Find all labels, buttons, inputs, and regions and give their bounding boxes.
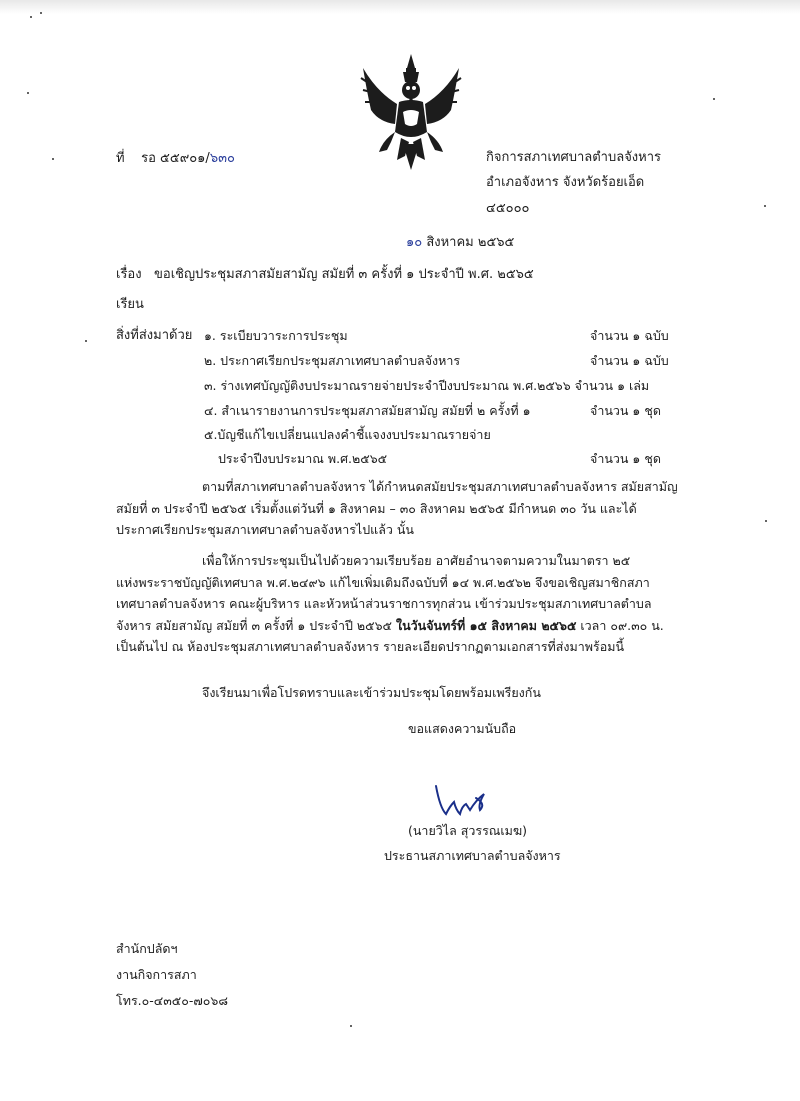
body-paragraph-2 xyxy=(116,550,664,658)
date-day-handwritten: ๑๐ xyxy=(406,235,423,250)
reference-number xyxy=(116,150,235,168)
enclosure-qty: จำนวน ๑ ฉบับ xyxy=(590,328,669,343)
body-paragraph-1 xyxy=(116,476,678,541)
enclosures-label: สิ่งที่ส่งมาด้วย xyxy=(116,328,193,343)
enclosure-qty: จำนวน ๑ ชุด xyxy=(590,403,661,418)
enclosure-item: ประจำปีงบประมาณ พ.ศ.๒๕๖๕ xyxy=(218,451,388,466)
enclosure-qty: จำนวน ๑ ชุด xyxy=(590,451,661,466)
scan-speck xyxy=(52,158,54,160)
org-district: อำเภอจังหาร จังหวัดร้อยเอ็ด xyxy=(486,175,645,190)
garuda-emblem-icon xyxy=(357,52,465,172)
salutation-label: เรียน xyxy=(116,297,144,312)
subject-label: เรื่อง xyxy=(116,267,142,282)
scan-speck xyxy=(27,92,29,94)
signatory-name: (นายวิไล สุวรรณเมฆ) xyxy=(408,823,528,838)
subject-line xyxy=(116,266,534,284)
body-paragraph-3: จึงเรียนมาเพื่อโปรดทราบและเข้าร่วมประชุมโดยพร้อมเพรียงกัน xyxy=(202,685,541,700)
enclosure-item: ๕.บัญชีแก้ไขเปลี่ยนแปลงคำชี้แจงงบประมาณรายจ่าย xyxy=(204,427,491,442)
scan-speck xyxy=(765,520,767,522)
scan-top-shadow xyxy=(0,0,800,14)
scan-speck xyxy=(40,12,42,14)
closing-regards: ขอแสดงความนับถือ xyxy=(408,721,517,736)
footer-phone: โทร.๐-๔๓๕๐-๗๐๖๘ xyxy=(116,993,228,1008)
enclosure-qty: จำนวน ๑ ฉบับ xyxy=(590,353,669,368)
signatory-position: ประธานสภาเทศบาลตำบลจังหาร xyxy=(384,848,561,863)
date-month-year: สิงหาคม ๒๕๖๕ xyxy=(422,235,515,250)
scan-speck xyxy=(713,98,715,100)
reference-label: ที่ xyxy=(116,151,125,166)
paragraph-line: เป็นต้นไป ณ ห้องประชุมสภาเทศบาลตำบลจังหาร รายละเอียดปรากฏตามเอกสารที่ส่งมาพร้อมนี้ xyxy=(116,639,625,654)
footer-section: งานกิจการสภา xyxy=(116,967,197,982)
org-name: กิจการสภาเทศบาลตำบลจังหาร xyxy=(486,150,662,165)
subject-text: ขอเชิญประชุมสภาสมัยสามัญ สมัยที่ ๓ ครั้งที่ ๑ ประจำปี พ.ศ. ๒๕๖๕ xyxy=(154,267,534,282)
footer-office: สำนักปลัดฯ xyxy=(116,941,178,956)
enclosure-item: ๓. ร่างเทศบัญญัติงบประมาณรายจ่ายประจำปีงบประมาณ พ.ศ.๒๕๖๖ จำนวน ๑ เล่ม xyxy=(204,378,650,393)
paragraph-line: ตามที่สภาเทศบาลตำบลจังหาร ได้กำหนดสมัยประชุมสภาเทศบาลตำบลจังหาร สมัยสามัญ xyxy=(202,479,678,494)
signature-icon xyxy=(432,780,492,822)
reference-code: รอ ๕๕๙๐๑/ xyxy=(141,151,210,166)
scan-speck xyxy=(30,16,32,18)
enclosure-item: ๒. ประกาศเรียกประชุมสภาเทศบาลตำบลจังหาร xyxy=(204,353,461,368)
paragraph-line xyxy=(116,615,664,637)
paragraph-line: เทศบาลตำบลจังหาร คณะผู้บริหาร และหัวหน้าส่วนราชการทุกส่วน เข้าร่วมประชุมสภาเทศบาลตำบล xyxy=(116,596,652,611)
scan-speck xyxy=(764,205,766,207)
letter-date xyxy=(406,234,514,252)
meeting-date-bold: ในวันจันทร์ที่ ๑๕ สิงหาคม ๒๕๖๕ xyxy=(396,617,577,633)
meeting-details: จังหาร สมัยสามัญ สมัยที่ ๓ ครั้งที่ ๑ ประจำปี ๒๕๖๕ xyxy=(116,617,396,633)
reference-handwritten-number: ๖๓๐ xyxy=(209,151,235,166)
paragraph-line: สมัยที่ ๓ ประจำปี ๒๕๖๕ เริ่มตั้งแต่วันที่ ๑ สิงหาคม – ๓๐ สิงหาคม ๒๕๖๕ มีกำหนด ๓๐ วัน และได้ xyxy=(116,500,637,516)
enclosure-item: ๔. สำเนารายงานการประชุมสภาสมัยสามัญ สมัยที่ ๒ ครั้งที่ ๑ xyxy=(204,403,531,418)
scan-speck xyxy=(350,1025,352,1027)
org-postcode: ๔๕๐๐๐ xyxy=(486,201,530,216)
paragraph-line: ประกาศเรียกประชุมสภาเทศบาลตำบลจังหารไปแล้ว นั้น xyxy=(116,522,414,537)
paragraph-line: แห่งพระราชบัญญัติเทศบาล พ.ศ.๒๔๙๖ แก้ไขเพิ่มเติมถึงฉบับที่ ๑๔ พ.ศ.๒๕๖๒ จึงขอเชิญสมาชิกสภา xyxy=(116,574,650,590)
scan-speck xyxy=(85,340,87,342)
enclosure-item: ๑. ระเบียบวาระการประชุม xyxy=(204,328,348,343)
paragraph-line: เพื่อให้การประชุมเป็นไปด้วยความเรียบร้อย อาศัยอำนาจตามความในมาตรา ๒๕ xyxy=(202,553,631,568)
meeting-time: เวลา ๐๙.๓๐ น. xyxy=(576,617,664,633)
signature-image xyxy=(432,780,492,826)
